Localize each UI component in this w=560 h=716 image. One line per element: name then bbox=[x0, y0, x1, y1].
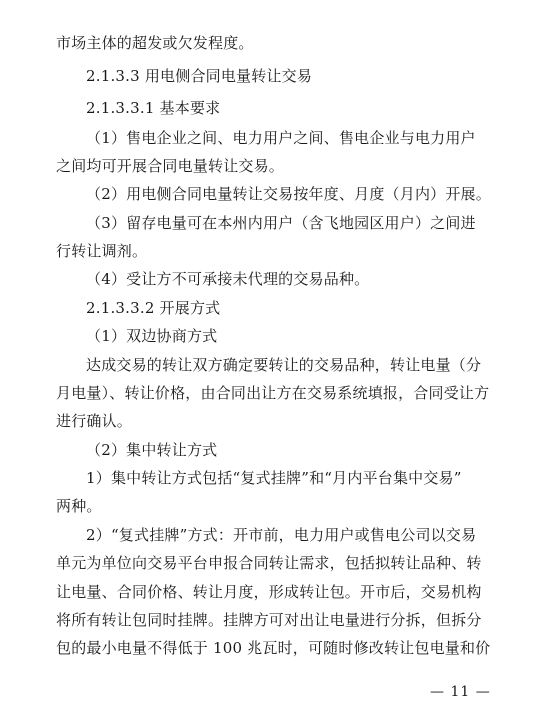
paragraph-line: 1）集中转让方式包括“复式挂牌”和“月内平台集中交易” bbox=[86, 469, 462, 487]
paragraph-line: 市场主体的超发或欠发程度。 bbox=[56, 34, 254, 52]
paragraph-line: （3）留存电量可在本州内用户（含飞地园区用户）之间进 bbox=[86, 214, 476, 232]
paragraph-line: （2）用电侧合同电量转让交易按年度、月度（月内）开展。 bbox=[86, 185, 491, 203]
paragraph-line: 进行确认。 bbox=[56, 412, 133, 430]
paragraph-line: 将所有转让包同时挂牌。挂牌方可对出让电量进行分拆，但拆分 bbox=[56, 611, 482, 629]
paragraph-line: （1）售电企业之间、电力用户之间、售电企业与电力用户 bbox=[86, 129, 476, 147]
paragraph-line: 包的最小电量不得低于 100 兆瓦时，可随时修改转让包电量和价 bbox=[56, 639, 491, 657]
paragraph-line: 2）“复式挂牌”方式：开市前，电力用户或售电公司以交易 bbox=[86, 526, 477, 544]
paragraph-line: 两种。 bbox=[56, 497, 102, 515]
paragraph-line: 达成交易的转让双方确定要转让的交易品种，转让电量（分 bbox=[86, 356, 482, 374]
paragraph-line: 让电量、合同价格、转让月度，形成转让包。开市后，交易机构 bbox=[56, 583, 482, 601]
paragraph-line: 行转让调剂。 bbox=[56, 242, 148, 260]
subsection-heading: 2.1.3.3.2 开展方式 bbox=[86, 299, 221, 317]
paragraph-line: （4）受让方不可承接未代理的交易品种。 bbox=[86, 270, 370, 288]
paragraph-line: 单元为单位向交易平台申报合同转让需求，包括拟转让品种、转 bbox=[56, 554, 482, 572]
section-heading: 2.1.3.3 用电侧合同电量转让交易 bbox=[86, 67, 313, 85]
paragraph-line: （1）双边协商方式 bbox=[86, 327, 218, 345]
subsection-heading: 2.1.3.3.1 基本要求 bbox=[86, 99, 221, 117]
paragraph-line: 月电量）、转让价格，由合同出让方在交易系统填报，合同受让方 bbox=[56, 384, 490, 402]
page-number: — 11 — bbox=[430, 684, 491, 700]
paragraph-line: 之间均可开展合同电量转让交易。 bbox=[56, 157, 285, 175]
paragraph-line: （2）集中转让方式 bbox=[86, 441, 218, 459]
